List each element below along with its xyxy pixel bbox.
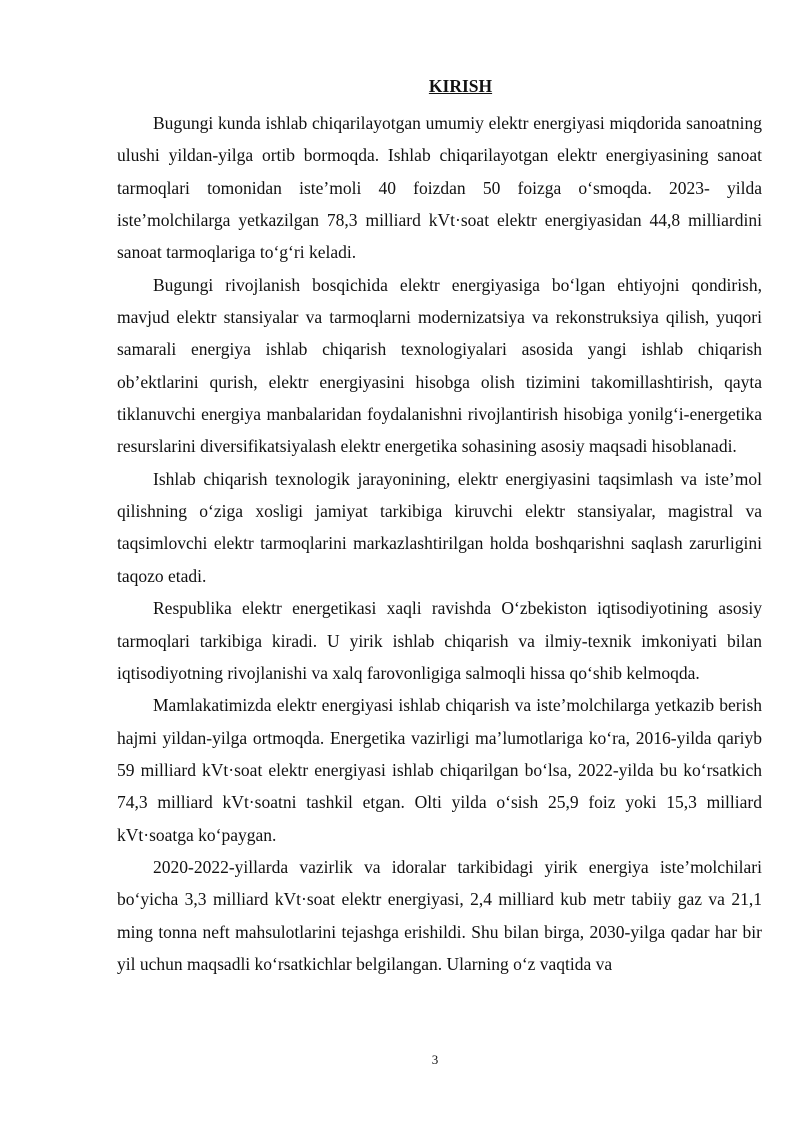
paragraph-6: 2020-2022-yillarda vazirlik va idoralar tarkibidagi yirik energiya iste’molchilari bo‘yicha 3,3 milliard kVt·soat elektr energiyasi, 2,4 milliard kub metr tabiiy gaz va 21,1 ming tonna neft mahsulotlarini tejashga erishildi. Shu bilan birga, 2030-yilga qadar har bir yil uchun maqsadli ko‘rsatkichlar belgilangan. Ularning o‘z vaqtida va bbox=[117, 856, 762, 974]
section-title: KIRISH bbox=[428, 76, 493, 96]
page-number: 3 bbox=[431, 1052, 439, 1067]
paragraph-1: Bugungi kunda ishlab chiqarilayotgan umumiy elektr energiyasi miqdorida sanoatning ulushi yildan-yilga ortib bormoqda. Ishlab chiqarilayotgan elektr energiyasining sanoat tarmoqlari tomonidan iste’moli 40 foizdan 50 foizga o‘smoqda. 2023- yilda iste’molchilarga yetkazilgan 78,3 milliard kVt·soat elektr energiyasidan 44,8 milliardini sanoat tarmoqlariga to‘g‘ri keladi. bbox=[117, 113, 762, 263]
paragraph-3: Ishlab chiqarish texnologik jarayonining, elektr energiyasini taqsimlash va iste’mol qilishning o‘ziga xosligi jamiyat tarkibiga kiruvchi elektr stansiyalar, magistral va taqsimlovchi elektr tarmoqlarini markazlashtirilgan holda boshqarishni saqlash zarurligini taqozo etadi. bbox=[117, 468, 762, 586]
paragraph-2: Bugungi rivojlanish bosqichida elektr energiyasiga bo‘lgan ehtiyojni qondirish, mavjud elektr stansiyalar va tarmoqlarni modernizatsiya va rekonstruksiya qilish, yuqori samarali energiya ishlab chiqarish texnologiyalari asosida yangi ishlab chiqarish ob’ektlarini qurish, elektr energiyasini hisobga olish tizimini takomillashtirish, qayta tiklanuvchi energiya manbalaridan foydalanishni rivojlantirish hisobiga yonilg‘i-energetika resurslarini diversifikatsiyalash elektr energetika sohasining asosiy maqsadi hisoblanadi. bbox=[117, 274, 762, 457]
paragraph-5: Mamlakatimizda elektr energiyasi ishlab chiqarish va iste’molchilarga yetkazib berish hajmi yildan-yilga ortmoqda. Energetika vazirligi ma’lumotlariga ko‘ra, 2016-yilda qariyb 59 milliard kVt·soat elektr energiyasi ishlab chiqarilgan bo‘lsa, 2022-yilda bu ko‘rsatkich 74,3 milliard kVt·soatni tashkil etgan. Olti yilda o‘sish 25,9 foiz yoki 15,3 milliard kVt·soatga ko‘paygan. bbox=[117, 695, 762, 845]
page-content bbox=[117, 75, 762, 980]
paragraph-4: Respublika elektr energetikasi xaqli ravishda O‘zbekiston iqtisodiyotining asosiy tarmoqlari tarkibiga kiradi. U yirik ishlab chiqarish va ilmiy-texnik imkoniyati bilan iqtisodiyotning rivojlanishi va xalq farovonligiga salmoqli hissa qo‘shib kelmoqda. bbox=[117, 598, 762, 683]
